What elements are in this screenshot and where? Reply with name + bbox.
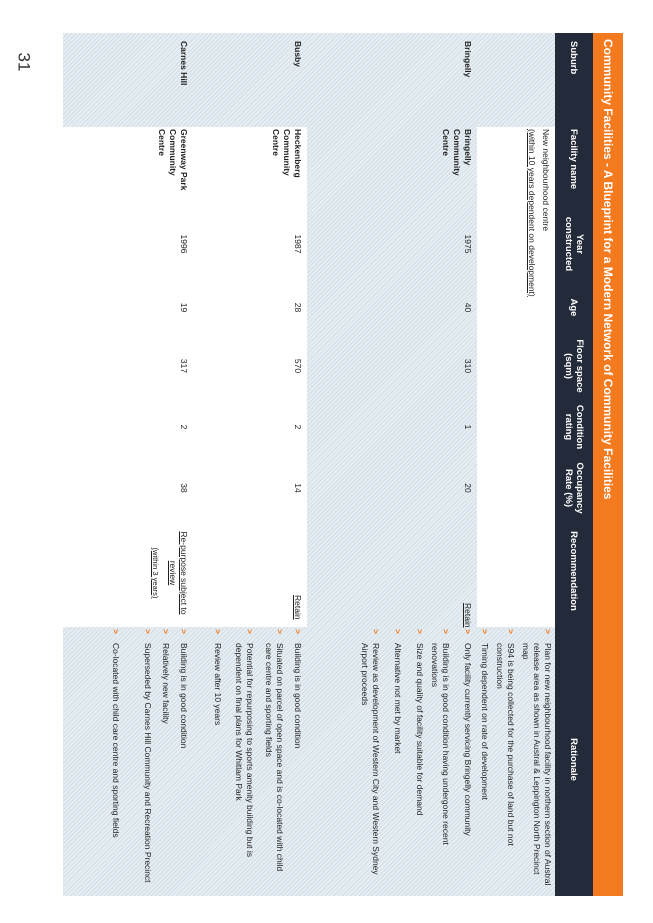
chevron-right-icon: > xyxy=(393,629,403,634)
list-item: > Size and quality of facility suitable for demand xyxy=(415,629,425,816)
list-item: > S94 is being collected for the purchase of land but not construction xyxy=(495,629,516,846)
list-item: > Only facility currently servicing Bringelly community xyxy=(463,629,473,836)
header-rationale: Rationale xyxy=(568,738,580,781)
occupancy-cell: 38 xyxy=(179,483,189,493)
chevron-right-icon: > xyxy=(161,629,171,634)
facility-name-cell: Greenway Park Community Centre xyxy=(157,129,189,191)
table-body xyxy=(63,33,555,896)
chevron-right-icon: > xyxy=(143,629,153,634)
chevron-right-icon: > xyxy=(415,629,425,634)
chevron-right-icon: > xyxy=(441,629,451,634)
year-cell: 1996 xyxy=(179,234,189,254)
list-item: > Plan for new neighbourhood facility in northern section of Austral release area as shown in Austral & Leppington North Precinct map xyxy=(521,629,553,886)
list-item: > Situated on parcel of open space and is co-located with child care centre and sporting fields xyxy=(264,629,285,872)
new-centre-label: New neighbourhood centre xyxy=(541,129,551,232)
chevron-right-icon: > xyxy=(245,629,255,634)
recommendation-cell: Retain xyxy=(463,603,473,628)
list-item: > Relatively new facility xyxy=(161,629,171,724)
condition-cell: 2 xyxy=(293,424,303,430)
page-title: Community Facilities - A Blueprint for a Modern Network of Community Facilities xyxy=(593,33,623,896)
age-cell: 40 xyxy=(463,302,473,313)
suburb-cell: Busby xyxy=(293,41,303,67)
list-item: > Review as development of Western City and Western Sydney Airport proceeds xyxy=(360,629,381,875)
chevron-right-icon: > xyxy=(480,629,490,634)
floor-space-cell: 570 xyxy=(293,358,303,374)
page-number: 31 xyxy=(14,52,34,72)
suburb-cell: Bringelly xyxy=(463,41,473,78)
chevron-right-icon: > xyxy=(543,629,553,634)
age-cell: 28 xyxy=(293,302,303,313)
chevron-right-icon: > xyxy=(275,629,285,634)
chevron-right-icon: > xyxy=(213,629,223,634)
year-cell: 1975 xyxy=(463,234,473,254)
chevron-right-icon: > xyxy=(179,629,189,634)
chevron-right-icon: > xyxy=(111,629,121,634)
table-header xyxy=(555,33,593,896)
table-row xyxy=(462,41,473,121)
header-condition-rating: Condition rating xyxy=(563,404,585,450)
facility-name-cell: Heckenberg Community Centre xyxy=(271,129,303,178)
header-recommendation: Recommendation xyxy=(568,531,580,611)
list-item: > Building is in good condition xyxy=(293,629,303,749)
header-suburb: Suburb xyxy=(568,41,580,75)
header-year-constructed: Year constructed xyxy=(563,216,585,272)
age-cell: 19 xyxy=(179,302,189,313)
list-item: > Review after 10 years xyxy=(213,629,223,726)
new-centre-note: (within 10 years dependent on development) xyxy=(527,129,537,297)
list-item: > Co-located with child care centre and sporting fields xyxy=(111,629,121,838)
year-cell: 1987 xyxy=(293,234,303,254)
chevron-right-icon: > xyxy=(293,629,303,634)
rotated-page-content xyxy=(63,33,623,896)
recommendation-cell: Retain xyxy=(293,595,303,620)
list-item: > Alternative not met by market xyxy=(393,629,403,754)
list-item: > Superseded by Carnes Hill Community and Recreation Precinct xyxy=(143,629,153,883)
occupancy-cell: 14 xyxy=(293,483,303,493)
floor-space-cell: 317 xyxy=(179,358,189,374)
header-age: Age xyxy=(568,298,580,317)
condition-cell: 2 xyxy=(179,424,189,430)
floor-space-cell: 310 xyxy=(463,358,473,374)
list-item: > Building is in good condition having undergone recent renovations xyxy=(430,629,451,845)
header-floor-space: Floor space (sqm) xyxy=(563,339,585,393)
header-facility-name: Facility name xyxy=(568,129,580,190)
condition-cell: 1 xyxy=(463,424,473,430)
recommendation-cell: Re-purpose subject to review xyxy=(168,531,189,615)
chevron-right-icon: > xyxy=(463,629,473,634)
chevron-right-icon: > xyxy=(506,629,516,634)
chevron-right-icon: > xyxy=(371,629,381,634)
list-item: > Potential for repurposing to sports amenity building but is dependent on final plans for Whitlam Park xyxy=(234,629,255,858)
suburb-cell: Carnes Hill xyxy=(179,41,189,86)
list-item: > Timing dependent on rate of development xyxy=(480,629,490,801)
list-item: > Building is in good condition xyxy=(179,629,189,749)
recommendation-note: (within 3 years) xyxy=(151,547,160,599)
header-occupancy-rate: Occupancy Rate (%) xyxy=(563,462,585,514)
facility-name-cell: Bringelly Community Centre xyxy=(441,129,473,176)
occupancy-cell: 20 xyxy=(463,483,473,493)
